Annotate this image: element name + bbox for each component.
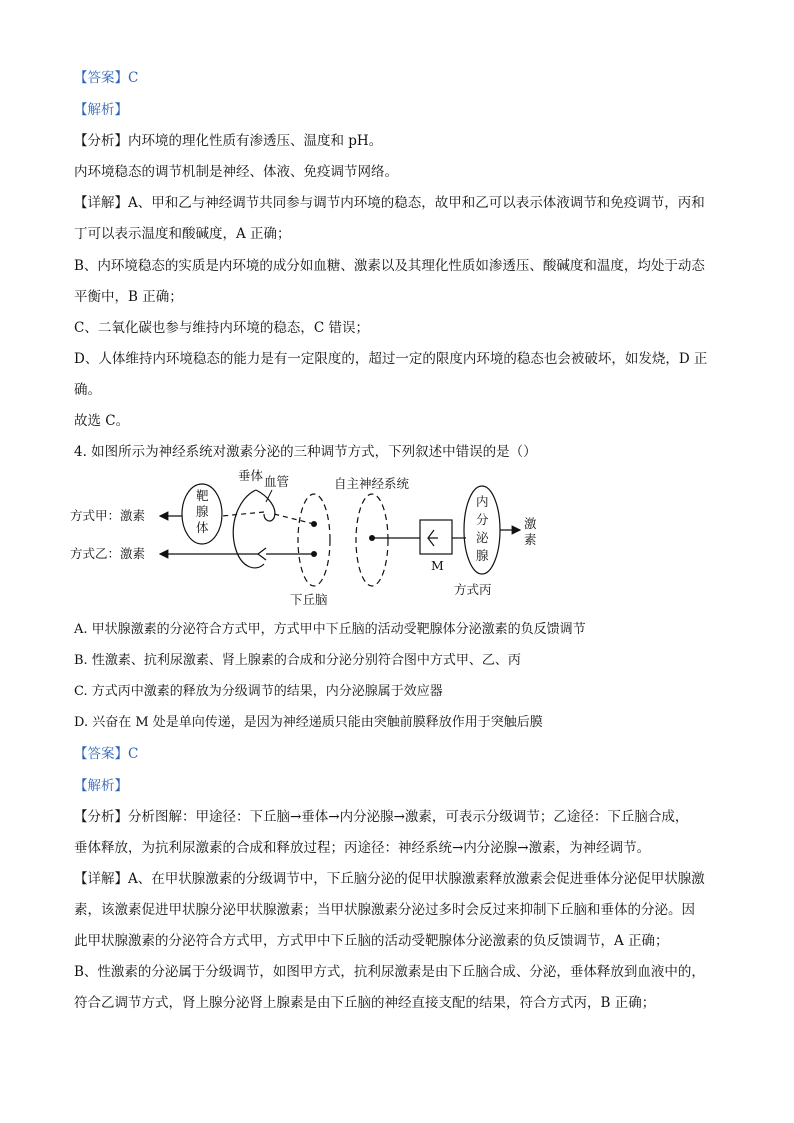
blocks-line: 【分析】内环境的理化性质有渗透压、温度和 pH。 xyxy=(74,133,383,149)
options-line: C. 方式丙中激素的释放为分级调节的结果，内分泌腺属于效应器 xyxy=(74,684,443,699)
hypothalamus-to-pituitary-dash xyxy=(274,514,314,524)
target-gland-char-1: 靶 xyxy=(196,488,209,503)
options-line: B. 性激素、抗利尿激素、肾上腺素的合成和分泌分别符合图中方式甲、乙、丙 xyxy=(74,653,521,668)
blocks2-line: 符合乙调节方式，肾上腺分泌肾上腺素是由下丘脑的神经直接支配的结果，符合方式丙，B 正确； xyxy=(74,995,656,1011)
blood-vessel-label: 血管 xyxy=(264,474,290,489)
blocks-line: 内环境稳态的调节机制是神经、体液、免疫调节网络。 xyxy=(74,164,398,180)
blocks-line: 【详解】A、甲和乙与神经调节共同参与调节内环境的稳态，故甲和乙可以表示体液调节和免疫调节，丙和 xyxy=(74,195,705,211)
endocrine-char-3: 泌 xyxy=(476,530,489,545)
blocks-line: 4. 如图所示为神经系统对激素分泌的三种调节方式，下列叙述中错误的是（） xyxy=(74,444,537,460)
hormone-out-char-1: 激 xyxy=(524,516,537,531)
blocks2-line: 垂体释放，为抗利尿激素的合成和释放过程；丙途径：神经系统→内分泌腺→激素，为神经调节。 xyxy=(74,840,651,856)
m-synapse-symbol xyxy=(428,530,438,546)
m-synapse-box xyxy=(420,520,452,554)
endocrine-char-4: 腺 xyxy=(476,548,489,563)
pituitary-stalk xyxy=(256,490,275,521)
blocks-line: 确。 xyxy=(74,382,101,398)
blocks2-line: B、性激素的分泌属于分级调节，如图甲方式，抗利尿激素是由下丘脑合成、分泌，垂体释放到血液中的， xyxy=(74,964,705,980)
blocks2-line: 【答案】C xyxy=(74,746,139,762)
fork-symbol xyxy=(258,548,266,560)
endocrine-char-1: 内 xyxy=(476,494,489,509)
blocks2-line: 【分析】分析图解：甲途径：下丘脑→垂体→内分泌腺→激素，可表示分级调节；乙途径：下丘脑合成， xyxy=(74,809,689,825)
blocks-line: D、人体维持内环境稳态的能力是有一定限度的，超过一定的限度内环境的稳态也会被破坏，如发烧，D 正 xyxy=(74,351,708,367)
blocks-line: 【答案】C xyxy=(74,70,139,86)
way-b-label: 方式乙：激素 xyxy=(70,546,146,561)
hormone-regulation-diagram xyxy=(68,468,548,616)
blocks-line: 【解析】 xyxy=(74,102,128,118)
m-label: M xyxy=(431,558,444,573)
pituitary-label: 垂体 xyxy=(238,468,264,483)
hypothalamus-label: 下丘脑 xyxy=(290,592,328,607)
blocks2-line: 素，该激素促进甲状腺分泌甲状腺激素；当甲状腺激素分泌过多时会反过来抑制下丘脑和垂体的分泌。因 xyxy=(74,902,695,918)
hormone-out-char-2: 素 xyxy=(524,532,537,547)
blocks2-line: 【解析】 xyxy=(74,778,128,794)
blocks-line: 故选 C。 xyxy=(74,413,130,429)
hypothalamus-dot-1 xyxy=(311,521,317,527)
blocks-line: 平衡中，B 正确； xyxy=(74,289,183,305)
blocks-line: 丁可以表示温度和酸碱度，A 正确； xyxy=(74,226,291,242)
blocks-line: C、二氧化碳也参与维持内环境的稳态，C 错误； xyxy=(74,320,369,336)
way-a-label: 方式甲：激素 xyxy=(70,508,146,523)
options-line: D. 兴奋在 M 处是单向传递，是因为神经递质只能由突触前膜释放作用于突触后膜 xyxy=(74,715,543,730)
pituitary-shape xyxy=(233,490,264,568)
hypothalamus-ellipse xyxy=(298,494,330,586)
target-gland-char-3: 体 xyxy=(196,520,209,535)
target-gland-char-2: 腺 xyxy=(196,504,209,519)
pituitary-to-gland-dash xyxy=(222,512,264,516)
hypothalamus-dot-2 xyxy=(311,551,317,557)
endocrine-char-2: 分 xyxy=(476,512,489,527)
blocks2-line: 此甲状腺激素的分泌符合方式甲，方式甲中下丘脑的活动受靶腺体分泌激素的负反馈调节，A 正确； xyxy=(74,933,669,949)
blocks2-line: 【详解】A、在甲状腺激素的分级调节中，下丘脑分泌的促甲状腺激素释放激素会促进垂体分泌促甲状腺激 xyxy=(74,871,705,887)
options-line: A. 甲状腺激素的分泌符合方式甲，方式甲中下丘脑的活动受靶腺体分泌激素的负反馈调节 xyxy=(74,622,586,637)
blocks-line: B、内环境稳态的实质是内环境的成分如血糖、激素以及其理化性质如渗透压、酸碱度和温度，均处于动态 xyxy=(74,258,705,274)
autonomic-label: 自主神经系统 xyxy=(334,476,410,491)
way-c-label: 方式丙 xyxy=(454,582,492,597)
